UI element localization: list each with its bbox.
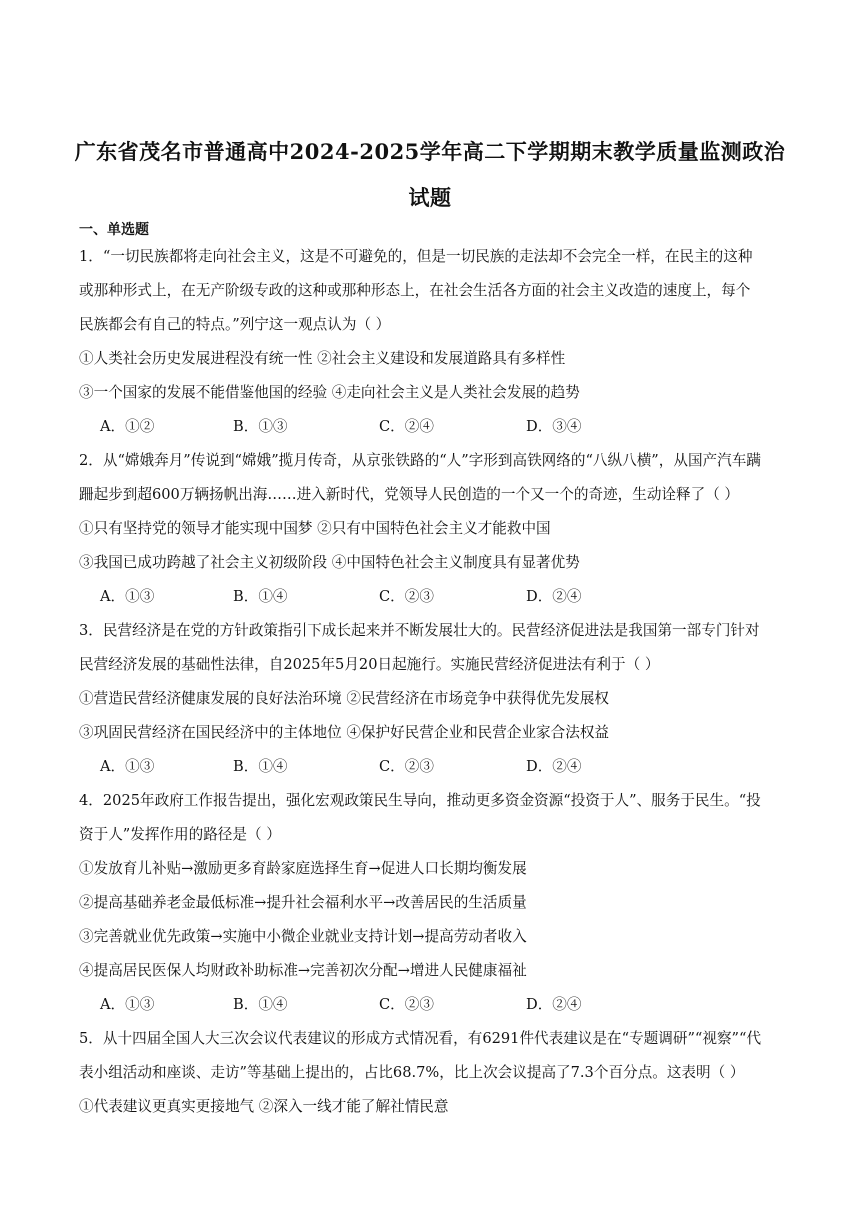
option-b: B．①④ xyxy=(233,758,288,775)
q4-item: ②提高基础养老金最低标准→提升社会福利水平→改善居民的生活质量 xyxy=(79,894,527,911)
q3-item: ①营造民营经济健康发展的良好法治环境 ②民营经济在市场竞争中获得优先发展权 xyxy=(79,690,610,707)
option-c: C．②③ xyxy=(379,588,434,605)
option-a: A．①② xyxy=(100,418,155,435)
q2-stem-line: 跚起步到超600万辆扬帆出海……进入新时代，党领导人民创造的一个又一个的奇迹，生动诠释了（ ） xyxy=(79,486,740,503)
option-a: A．①③ xyxy=(100,588,155,605)
option-a: A．①③ xyxy=(100,996,155,1013)
option-d: D．③④ xyxy=(526,418,582,435)
option-d: D．②④ xyxy=(526,758,582,775)
document-title-line2: 试题 xyxy=(408,185,452,210)
q2-item: ③我国已成功跨越了社会主义初级阶段 ④中国特色社会主义制度具有显著优势 xyxy=(79,554,580,571)
q5-stem-line: 5．从十四届全国人大三次会议代表建议的形成方式情况看，有6291件代表建议是在“专题调研”“视察”“代 xyxy=(79,1030,762,1047)
q3-stem-line: 3．民营经济是在党的方针政策指引下成长起来并不断发展壮大的。民营经济促进法是我国第一部专门针对 xyxy=(79,622,760,639)
section-heading: 一、单选题 xyxy=(79,222,149,238)
q4-stem-line: 资于人”发挥作用的路径是（ ） xyxy=(79,826,281,843)
q3-stem-line: 民营经济发展的基础性法律，自2025年5月20日起施行。实施民营经济促进法有利于（ ） xyxy=(79,656,660,673)
q4-item: ①发放育儿补贴→激励更多育龄家庭选择生育→促进人口长期均衡发展 xyxy=(79,860,527,877)
option-d: D．②④ xyxy=(526,996,582,1013)
option-b: B．①④ xyxy=(233,588,288,605)
q4-item: ④提高居民医保人均财政补助标准→完善初次分配→增进人民健康福祉 xyxy=(79,962,527,979)
option-b: B．①④ xyxy=(233,996,288,1013)
q1-item: ①人类社会历史发展进程没有统一性 ②社会主义建设和发展道路具有多样性 xyxy=(79,350,566,367)
option-c: C．②③ xyxy=(379,758,434,775)
option-a: A．①③ xyxy=(100,758,155,775)
q1-stem-line: 1．“一切民族都将走向社会主义，这是不可避免的，但是一切民族的走法却不会完全一样，在民主的这种 xyxy=(79,248,753,265)
q4-stem-line: 4．2025年政府工作报告提出，强化宏观政策民生导向，推动更多资金资源“投资于人”、服务于民生。“投 xyxy=(79,792,761,809)
option-c: C．②③ xyxy=(379,996,434,1013)
q1-item: ③一个国家的发展不能借鉴他国的经验 ④走向社会主义是人类社会发展的趋势 xyxy=(79,384,580,401)
q5-stem-line: 表小组活动和座谈、走访”等基础上提出的，占比68.7%，比上次会议提高了7.3个百分点。这表明（ ） xyxy=(79,1064,745,1081)
document-title-line1: 广东省茂名市普通高中2024-2025学年高二下学期期末教学质量监测政治 xyxy=(74,139,786,164)
q3-item: ③巩固民营经济在国民经济中的主体地位 ④保护好民营企业和民营企业家合法权益 xyxy=(79,724,610,741)
option-d: D．②④ xyxy=(526,588,582,605)
q1-stem-line: 民族都会有自己的特点。”列宁这一观点认为（ ） xyxy=(79,316,391,333)
option-c: C．②④ xyxy=(379,418,434,435)
q4-item: ③完善就业优先政策→实施中小微企业就业支持计划→提高劳动者收入 xyxy=(79,928,527,945)
option-b: B．①③ xyxy=(233,418,288,435)
q2-stem-line: 2．从“嫦娥奔月”传说到“嫦娥”揽月传奇，从京张铁路的“人”字形到高铁网络的“八纵八横”，从国产汽车蹒 xyxy=(79,452,761,469)
q1-stem-line: 或那种形式上，在无产阶级专政的这种或那种形态上，在社会生活各方面的社会主义改造的速度上，每个 xyxy=(79,282,751,299)
q5-item: ①代表建议更真实更接地气 ②深入一线才能了解社情民意 xyxy=(79,1098,449,1115)
q2-item: ①只有坚持党的领导才能实现中国梦 ②只有中国特色社会主义才能救中国 xyxy=(79,520,551,537)
